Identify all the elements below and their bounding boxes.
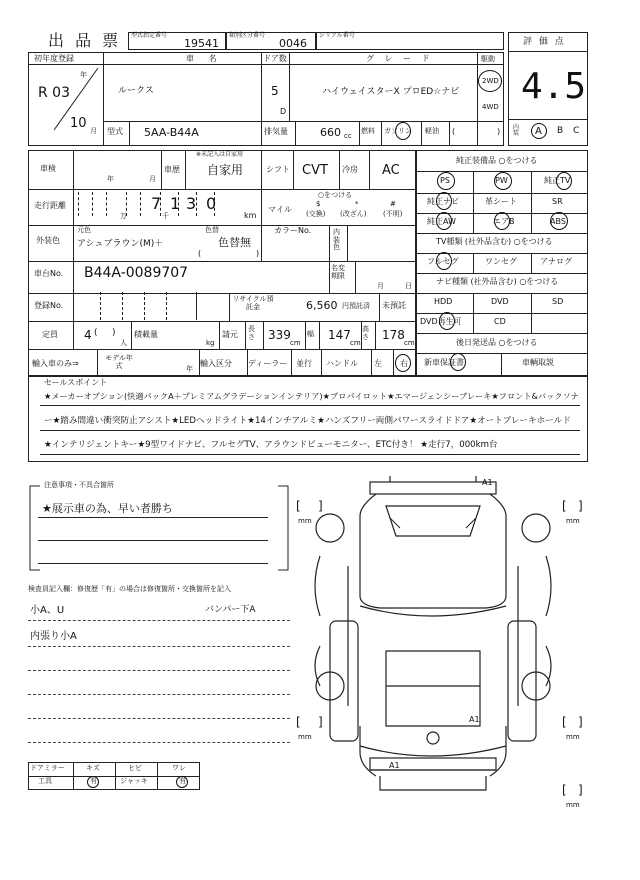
equip-pw: PW xyxy=(495,176,508,185)
category-value: 0046 xyxy=(279,37,307,50)
exchange-label: (交換) xyxy=(306,210,326,218)
doors-value: 5 xyxy=(271,84,279,98)
import-dealer: ディーラー xyxy=(248,359,288,368)
import-only-label: 輸入車のみ⇒ xyxy=(32,359,79,368)
inspector-label: 検査員記入欄：修復歴「有」の場合は修復箇所・交換箇所を記入 xyxy=(28,585,231,593)
navi-dvd-play-circle xyxy=(439,312,455,330)
navi-dvd-play: DVD再生可 xyxy=(420,317,462,326)
interior-a-circle xyxy=(531,123,547,139)
handle-right-circle xyxy=(395,354,411,372)
orig-color-label: 元色 xyxy=(77,226,91,234)
car-name-label: 車 名 xyxy=(186,54,223,63)
handle-left: 左 xyxy=(374,359,382,368)
damage-header-scratch: キズ xyxy=(86,764,100,772)
interior-grade-b: B xyxy=(557,126,564,136)
shift-label: シフト xyxy=(266,165,290,174)
tv-fullseg: フルセグ xyxy=(427,257,459,266)
first-reg-label: 初年度登録 xyxy=(34,54,74,63)
mark-a1-middle: A1 xyxy=(469,715,480,724)
equipment-title: 純正装備品 ○をつける xyxy=(456,156,538,165)
displacement-unit: cc xyxy=(344,132,352,140)
altered-symbol: * xyxy=(355,200,359,208)
chassis-value: B44A-0089707 xyxy=(84,265,189,281)
repaint-value: 色替無 xyxy=(218,236,251,249)
handle-label: ハンドル xyxy=(326,359,358,368)
score-label: 評 価 点 xyxy=(523,37,566,47)
name-change-label: 名変期限 xyxy=(331,264,345,281)
mileage-label: 走行距離 xyxy=(34,201,66,210)
bracket-left-bottom-r: ] xyxy=(318,715,323,729)
inspector-line-1-right: バンパー下A xyxy=(205,605,256,615)
mile-label: マイル xyxy=(268,205,292,214)
car-name: ルークス xyxy=(118,86,154,96)
length-label: 長さ xyxy=(248,325,255,341)
tools-value: 有 xyxy=(90,777,97,785)
drive-4wd: 4WD xyxy=(482,103,499,111)
equip-aw-circle xyxy=(436,212,452,230)
inspection-month-suffix: 月 xyxy=(149,175,156,183)
unknown-label: (不明) xyxy=(383,210,403,218)
rating-label: 請元 xyxy=(222,330,238,339)
recycle-none: 未預託 xyxy=(382,301,406,310)
fuel-paren-open: ( xyxy=(452,127,456,136)
navi-cd: CD xyxy=(494,317,506,326)
equip-sr: SR xyxy=(552,197,563,206)
capacity-label: 定員 xyxy=(42,330,58,339)
registration-boxes xyxy=(100,292,226,320)
type-designation-label: 型式指定番号 xyxy=(131,32,168,39)
capacity-value: 4 xyxy=(84,328,92,342)
inspector-line-2: 内張り小A xyxy=(30,631,77,642)
load-unit: kg xyxy=(206,339,215,347)
category-label: 類別区分番号 xyxy=(229,32,266,39)
jack-label: ジャッキ xyxy=(120,777,148,785)
equip-airbag: エアB xyxy=(493,217,515,226)
chassis-label: 車台No. xyxy=(34,269,64,278)
recycle-label: リサイクル預託金 xyxy=(232,295,274,312)
interior-color-label: 内装色 xyxy=(333,228,340,252)
interior-grade-c: C xyxy=(573,126,580,136)
equip-tv: 純正TV xyxy=(544,176,571,185)
bracket-left-top-l: [ xyxy=(296,499,301,513)
first-reg-month: 10 xyxy=(70,116,87,131)
first-reg-era: R 03 xyxy=(38,85,70,101)
model-value: 5AA-B44A xyxy=(144,126,199,139)
inspector-line-1-left: 小A、U xyxy=(30,605,65,616)
sales-points-line-3: ★インテリジェントキー★9型ワイドナビ、フルセグTV、アラウンドビューモニター、ETC付き！ ★走行7，000km台 xyxy=(44,440,498,450)
mark-a1-top: A1 xyxy=(482,478,493,487)
doors-sub: D xyxy=(280,107,287,116)
mileage-sen-unit: 千 xyxy=(162,212,169,220)
equip-abs-circle xyxy=(550,212,568,230)
sales-points-label: セールスポイント xyxy=(44,378,108,387)
height-unit: cm xyxy=(404,339,415,347)
length-value: 339 xyxy=(268,328,291,342)
navi-hdd: HDD xyxy=(434,297,453,306)
displacement-label: 排気量 xyxy=(264,127,288,136)
mileage-hundred-digit: 3 xyxy=(186,194,197,213)
import-parallel: 並行 xyxy=(296,359,312,368)
score-box xyxy=(508,32,588,146)
interior-label: 内装 xyxy=(513,124,520,137)
bracket-left-top-r: ] xyxy=(318,499,323,513)
width-label: 幅 xyxy=(307,330,314,338)
mm-rear: mm xyxy=(566,801,580,809)
equip-abs: ABS xyxy=(550,217,566,226)
mm-left-top: mm xyxy=(298,517,312,525)
car-damage-diagram xyxy=(290,476,590,806)
ac-value: AC xyxy=(382,163,400,178)
inspection-year-suffix: 年 xyxy=(107,175,114,183)
later-manual: 車輌取説 xyxy=(522,358,554,367)
equip-navi: 純正ナビ xyxy=(427,197,459,206)
equip-navi-circle xyxy=(436,192,452,210)
first-reg-year-suffix: 年 xyxy=(80,71,87,79)
repaint-paren-right: ) xyxy=(256,249,260,258)
notes-bracket xyxy=(28,481,290,574)
tv-title: TV種類 (社外品含む) ○をつける xyxy=(436,237,553,246)
recycle-unit: 円預託済 xyxy=(342,302,370,310)
equip-aw: 純正AW xyxy=(427,217,456,226)
width-unit: cm xyxy=(350,339,361,347)
registration-label: 登録No. xyxy=(34,301,64,310)
equip-leather: 革シート xyxy=(485,197,517,206)
notes-label: 注意事項・不具合箇所 xyxy=(44,481,114,489)
repaint-label: 色替 xyxy=(205,226,219,234)
equip-ps: PS xyxy=(440,176,450,185)
history-note: ※未記入は自家用 xyxy=(196,151,244,158)
model-year-suffix: 年 xyxy=(186,365,193,373)
later-warranty: 新車保証書 xyxy=(424,358,464,367)
height-value: 178 xyxy=(382,328,405,342)
model-label: 型式 xyxy=(107,127,123,136)
sales-points-line-2: ー★踏み間違い衝突防止アシスト★LEDヘッドライト★14インチアルミ★ハンズフリー両側パワースライドドア★オートブレーキホールド xyxy=(44,416,571,426)
mm-left-bottom: mm xyxy=(298,733,312,741)
later-title: 後日発送品 ○をつける xyxy=(456,338,538,347)
grade-value: ハイウェイスターX プロED☆ナビ xyxy=(322,87,460,97)
grade-label: グ レ ー ド xyxy=(366,54,434,63)
jack-circle xyxy=(176,776,188,788)
serial-label: シリアル番号 xyxy=(319,32,355,39)
bracket-right-bottom-l: [ xyxy=(562,715,567,729)
sales-points-line-1: ★メーカーオプション(快適パックA＋プレミアムグラデーションインテリア)★プロパイロット★エマージェンシーブレーキ★フロント&バックソナ xyxy=(44,391,579,401)
mileage-man-digit: 7 xyxy=(151,194,162,213)
exterior-label: 外装色 xyxy=(36,236,60,245)
exchange-symbol: $ xyxy=(316,200,321,208)
bracket-left-bottom-l: [ xyxy=(296,715,301,729)
mileage-man-unit: 万 xyxy=(120,212,127,220)
later-warranty-circle xyxy=(450,353,466,371)
capacity-paren-right: ) xyxy=(112,328,116,338)
tv-oneseg: ワンセグ xyxy=(485,257,517,266)
length-unit: cm xyxy=(290,339,301,347)
capacity-unit: 人 xyxy=(120,339,127,347)
color-no-label: カラーNo. xyxy=(274,226,312,235)
recycle-value: 6,560 xyxy=(306,299,338,312)
bracket-rear-r: ] xyxy=(578,783,583,797)
document-title: 出 品 票 xyxy=(48,31,122,50)
bracket-right-bottom-r: ] xyxy=(578,715,583,729)
height-label: 高さ xyxy=(362,325,369,341)
mileage-circle-note: ○をつける xyxy=(318,191,353,199)
import-class-label: 輸入区分 xyxy=(200,359,232,368)
fuel-circle xyxy=(395,122,411,140)
type-designation-value: 19541 xyxy=(184,37,219,50)
fuel-value: ガソリン xyxy=(384,127,412,135)
fuel-label: 燃料 xyxy=(361,127,375,135)
interior-grade-a: A xyxy=(535,126,542,137)
repaint-paren-left: ( xyxy=(198,249,202,258)
doors-label: ドア数 xyxy=(263,54,287,63)
tools-circle xyxy=(87,776,99,788)
navi-title: ナビ種類 (社外品含む) ○をつける xyxy=(436,277,559,286)
navi-dvd: DVD xyxy=(491,297,509,306)
inspection-label: 車検 xyxy=(40,164,56,173)
displacement-value: 660 xyxy=(320,126,341,139)
score-value: 4.5 xyxy=(521,66,587,107)
unknown-symbol: # xyxy=(390,200,396,208)
notes-text: ★展示車の為、早い者勝ち xyxy=(42,502,173,515)
width-value: 147 xyxy=(328,328,351,342)
load-label: 積載量 xyxy=(134,330,158,339)
tv-analog: アナログ xyxy=(540,257,572,266)
mm-right-top: mm xyxy=(566,517,580,525)
model-year-label: モデル年式 xyxy=(105,354,133,371)
drive-2wd: 2WD xyxy=(482,77,499,85)
altered-label: (改ざん) xyxy=(340,210,367,218)
navi-sd: SD xyxy=(552,297,564,306)
tools-label: 工具 xyxy=(38,777,52,785)
mileage-km-unit: km xyxy=(244,211,257,220)
equip-ps-circle xyxy=(437,172,455,190)
damage-header-mirror: ドアミラー xyxy=(30,764,65,772)
equip-pw-circle xyxy=(494,172,512,190)
drive-label: 駆動 xyxy=(481,55,495,63)
name-change-month: 月 xyxy=(377,282,384,290)
handle-right: 右 xyxy=(400,359,408,368)
bracket-right-top-r: ] xyxy=(578,499,583,513)
capacity-paren-left: ( xyxy=(94,328,98,338)
mileage-thousand-digit: 1 xyxy=(170,194,181,213)
name-change-day: 日 xyxy=(405,282,412,290)
history-value: 自家用 xyxy=(207,163,244,177)
bracket-rear-l: [ xyxy=(562,783,567,797)
orig-color-value: アシュブラウン(M)＋ xyxy=(77,239,164,249)
drive-2wd-circle xyxy=(478,70,502,92)
mark-a1-bottom: A1 xyxy=(389,761,400,770)
history-label: 車歴 xyxy=(164,165,180,174)
damage-header-break: ワレ xyxy=(172,764,186,772)
equip-airbag-circle xyxy=(494,212,510,230)
fuel-paren-close: ) xyxy=(497,127,501,136)
mm-right-bottom: mm xyxy=(566,733,580,741)
mileage-ten-digit: 0 xyxy=(206,194,217,213)
light-oil-label: 軽油 xyxy=(425,127,439,135)
damage-header-crack: ヒビ xyxy=(128,764,142,772)
jack-value: 有 xyxy=(179,777,186,785)
ac-label: 冷房 xyxy=(342,165,358,174)
bracket-right-top-l: [ xyxy=(562,499,567,513)
tv-fullseg-circle xyxy=(436,252,452,270)
shift-value: CVT xyxy=(302,163,328,178)
first-reg-month-suffix: 月 xyxy=(90,127,97,135)
equip-tv-circle xyxy=(556,172,572,190)
